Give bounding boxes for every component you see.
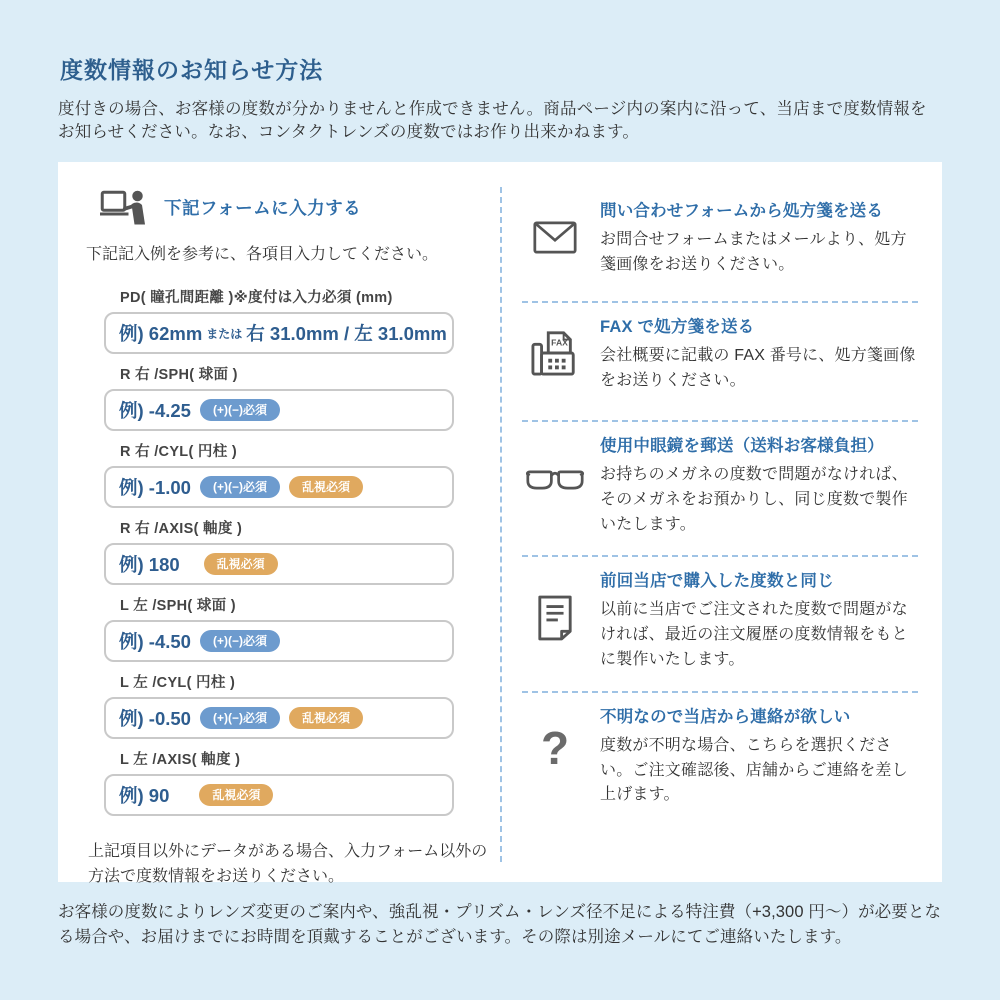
field-l-cyl [104, 671, 454, 739]
field-pd [104, 286, 454, 354]
example-value: 例) 62mm [119, 322, 203, 344]
page-title: 度数情報のお知らせ方法 [60, 57, 324, 83]
method-icon-cell [522, 313, 588, 394]
field-r-axis [104, 517, 454, 585]
example-value-2: 右 31.0mm / 左 31.0mm [246, 322, 447, 344]
method-previous-order [522, 557, 918, 692]
mail-icon [533, 221, 577, 254]
field-label: PD( 瞳孔間距離 )※度付は入力必須 (mm) [120, 289, 393, 306]
field-label: R 右 /AXIS( 軸度 ) [120, 520, 243, 537]
example-value: 例) -4.25 [119, 399, 191, 421]
method-unknown-contact [522, 693, 918, 826]
intro-text: 度付きの場合、お客様の度数が分かりませんと作成できません。商品ページ内の案内に沿って、当店まで度数情報をお知らせください。なお、コンタクトレンズの度数ではお作り出来かねます。 [58, 100, 927, 142]
footer-note: お客様の度数によりレンズ変更のご案内や、強乱視・プリズム・レンズ径不足による特注費（+3,300 円〜）が必要となる場合や、お届けまでにお時間を頂戴することがございます。その際は別途メールにてご連絡いたします。 [58, 902, 942, 947]
example-value: 例) -1.00 [119, 476, 191, 498]
example-or-text: または [206, 327, 243, 342]
method-content [600, 197, 918, 278]
glasses-icon [526, 468, 584, 492]
sign-required-badge: (+)(−)必須 [200, 630, 280, 652]
field-label: L 左 /CYL( 円柱 ) [120, 674, 236, 691]
astigmatism-required-badge: 乱視必須 [289, 476, 363, 498]
example-box-l-axis [104, 774, 454, 816]
method-contact-form [522, 187, 918, 304]
field-label: R 右 /CYL( 円柱 ) [120, 443, 237, 460]
method-content [600, 313, 918, 394]
example-value: 例) 90 [119, 784, 170, 806]
example-box-l-sph [104, 620, 454, 662]
method-body: お問合せフォームまたはメールより、処方箋画像をお送りください。 [600, 230, 907, 273]
form-note: 上記項目以外にデータがある場合、入力フォーム以外の方法で度数情報をお送りください。 [88, 842, 488, 885]
example-box-l-cyl [104, 697, 454, 739]
method-body: 度数が不明な場合、こちらを選択ください。ご注文確認後、店舗からご連絡を差し上げます。 [600, 736, 908, 804]
question-icon: ? [540, 721, 570, 774]
field-l-axis [104, 748, 454, 816]
example-box-r-sph [104, 389, 454, 431]
form-title: 下記フォームに入力する [164, 198, 362, 219]
example-value: 例) -0.50 [119, 707, 191, 729]
field-r-cyl [104, 440, 454, 508]
astigmatism-required-badge: 乱視必須 [199, 784, 273, 806]
sign-required-badge: (+)(−)必須 [200, 707, 280, 729]
form-subtitle: 下記記入例を参考に、各項目入力してください。 [86, 245, 439, 263]
method-mail-glasses [522, 422, 918, 557]
method-content [600, 432, 918, 537]
field-r-sph [104, 363, 454, 431]
info-card [58, 162, 942, 885]
example-box-pd [104, 312, 454, 354]
field-l-sph [104, 594, 454, 662]
method-body: お持ちのメガネの度数で問題がなければ、そのメガネをお預かりし、同じ度数で製作いたします。 [600, 466, 908, 533]
method-icon-cell [522, 432, 588, 537]
method-icon-cell [522, 567, 588, 672]
astigmatism-required-badge: 乱視必須 [289, 707, 363, 729]
method-title: 使用中眼鏡を郵送（送料お客様負担） [600, 437, 884, 456]
fax-icon [530, 329, 580, 377]
presenter-laptop-icon [100, 189, 148, 227]
method-body: 会社概要に記載の FAX 番号に、処方箋画像をお送りください。 [600, 347, 916, 390]
method-icon-cell [522, 197, 588, 278]
method-fax [522, 303, 918, 422]
form-column [58, 187, 500, 885]
method-title: 前回当店で購入した度数と同じ [600, 572, 834, 591]
methods-column [500, 187, 942, 862]
field-label: L 左 /SPH( 球面 ) [120, 597, 236, 614]
method-icon-cell [522, 703, 588, 808]
method-body: 以前に当店でご注文された度数で問題がなければ、最近の注文履歴の度数情報をもとに製作いたします。 [600, 601, 908, 669]
example-value: 例) -4.50 [119, 630, 191, 652]
method-title: 不明なので当店から連絡が欲しい [600, 707, 851, 726]
field-label: R 右 /SPH( 球面 ) [120, 366, 238, 383]
example-value: 例) 180 [119, 553, 180, 575]
field-label: L 左 /AXIS( 軸度 ) [120, 751, 241, 768]
sign-required-badge: (+)(−)必須 [200, 399, 280, 421]
svg-text:FAX: FAX [551, 337, 568, 348]
example-box-r-axis [104, 543, 454, 585]
document-icon [536, 595, 574, 641]
sign-required-badge: (+)(−)必須 [200, 476, 280, 498]
method-title: FAX で処方箋を送る [600, 318, 755, 337]
example-box-r-cyl [104, 466, 454, 508]
method-content [600, 703, 918, 808]
method-title: 問い合わせフォームから処方箋を送る [600, 201, 884, 220]
form-header [100, 189, 500, 227]
method-content [600, 567, 918, 672]
astigmatism-required-badge: 乱視必須 [204, 553, 278, 575]
